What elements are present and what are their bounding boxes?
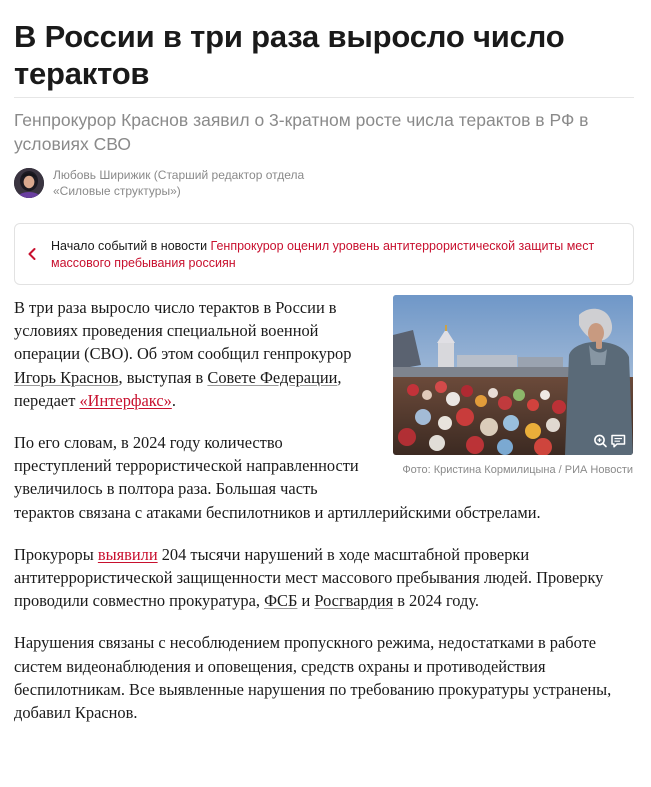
paragraph-2-text: По его словам, в 2024 году количество преступлений террористической направленности увеличилось в полтора раза. Большая часть терактов связана с атаками беспилотников и артиллерийскими обстрелами. (14, 433, 541, 522)
photo-caption: Фото: Кристина Кормилицына / РИА Новости (402, 464, 633, 476)
paragraph-1 (14, 296, 364, 412)
article-body (14, 296, 636, 743)
paragraph-1-text-a: В три раза выросло число терактов в России в условиях проведения специальной военной операции (СВО). Об этом сообщил генпрокурор (14, 298, 352, 364)
chevron-left-icon[interactable] (26, 247, 38, 261)
org-link-rosgvardiya[interactable]: Росгвардия (314, 591, 394, 611)
article-subtitle: Генпрокурор Краснов заявил о 3-кратном росте числа терактов в РФ в условиях СВО (14, 110, 589, 154)
author-line-2: «Силовые структуры») (53, 184, 181, 198)
author-block[interactable] (14, 166, 414, 200)
author-name[interactable] (53, 167, 383, 199)
paragraph-1-text-b: , выступая в (118, 367, 208, 387)
paragraph-1-text-c: , передает (14, 367, 342, 410)
paragraph-4: Нарушения связаны с несоблюдением пропускного режима, недостатками в работе систем видеонаблюдения и оповещения, средств охраны и противодействия беспилотникам. Все выявленные нарушения по требованию прокуратуры устранены, добавил Краснов. (14, 633, 612, 723)
paragraph-3-text-b: 204 тысячи нарушений в ходе масштабной проверки антитеррористической защищенности мест массового пребывания людей. Проверку проводили совместно прокуратура, (14, 544, 604, 611)
paragraph-1-text-d: . (171, 390, 176, 410)
paragraph-3-text-a: Прокуроры (14, 544, 98, 564)
related-news-link[interactable]: Генпрокурор оценил уровень антитеррористической защиты мест массового пребывания россиян (51, 239, 595, 270)
paragraph-2 (14, 431, 624, 524)
author-avatar[interactable] (14, 168, 44, 198)
org-link-federation-council[interactable]: Совете Федерации (207, 367, 338, 387)
related-news-text (51, 238, 625, 272)
related-link-vyyavili[interactable]: выявили (97, 544, 158, 564)
paragraph-3 (14, 543, 624, 613)
related-news-prefix: Начало событий в новости (51, 239, 208, 253)
source-link-interfax[interactable]: «Интерфакс» (79, 390, 172, 410)
related-news-box[interactable] (14, 223, 634, 285)
person-link-krasnov[interactable]: Игорь Краснов (14, 367, 119, 387)
org-link-fsb[interactable]: ФСБ (264, 591, 298, 611)
title-divider (14, 97, 634, 98)
author-line-1: Любовь Ширижик (Старший редактор отдела (53, 168, 305, 182)
paragraph-3-text-d: в 2024 году. (393, 591, 479, 611)
paragraph-3-text-c: и (297, 591, 315, 611)
article-title: В России в три раза выросло число терактов (14, 19, 565, 91)
